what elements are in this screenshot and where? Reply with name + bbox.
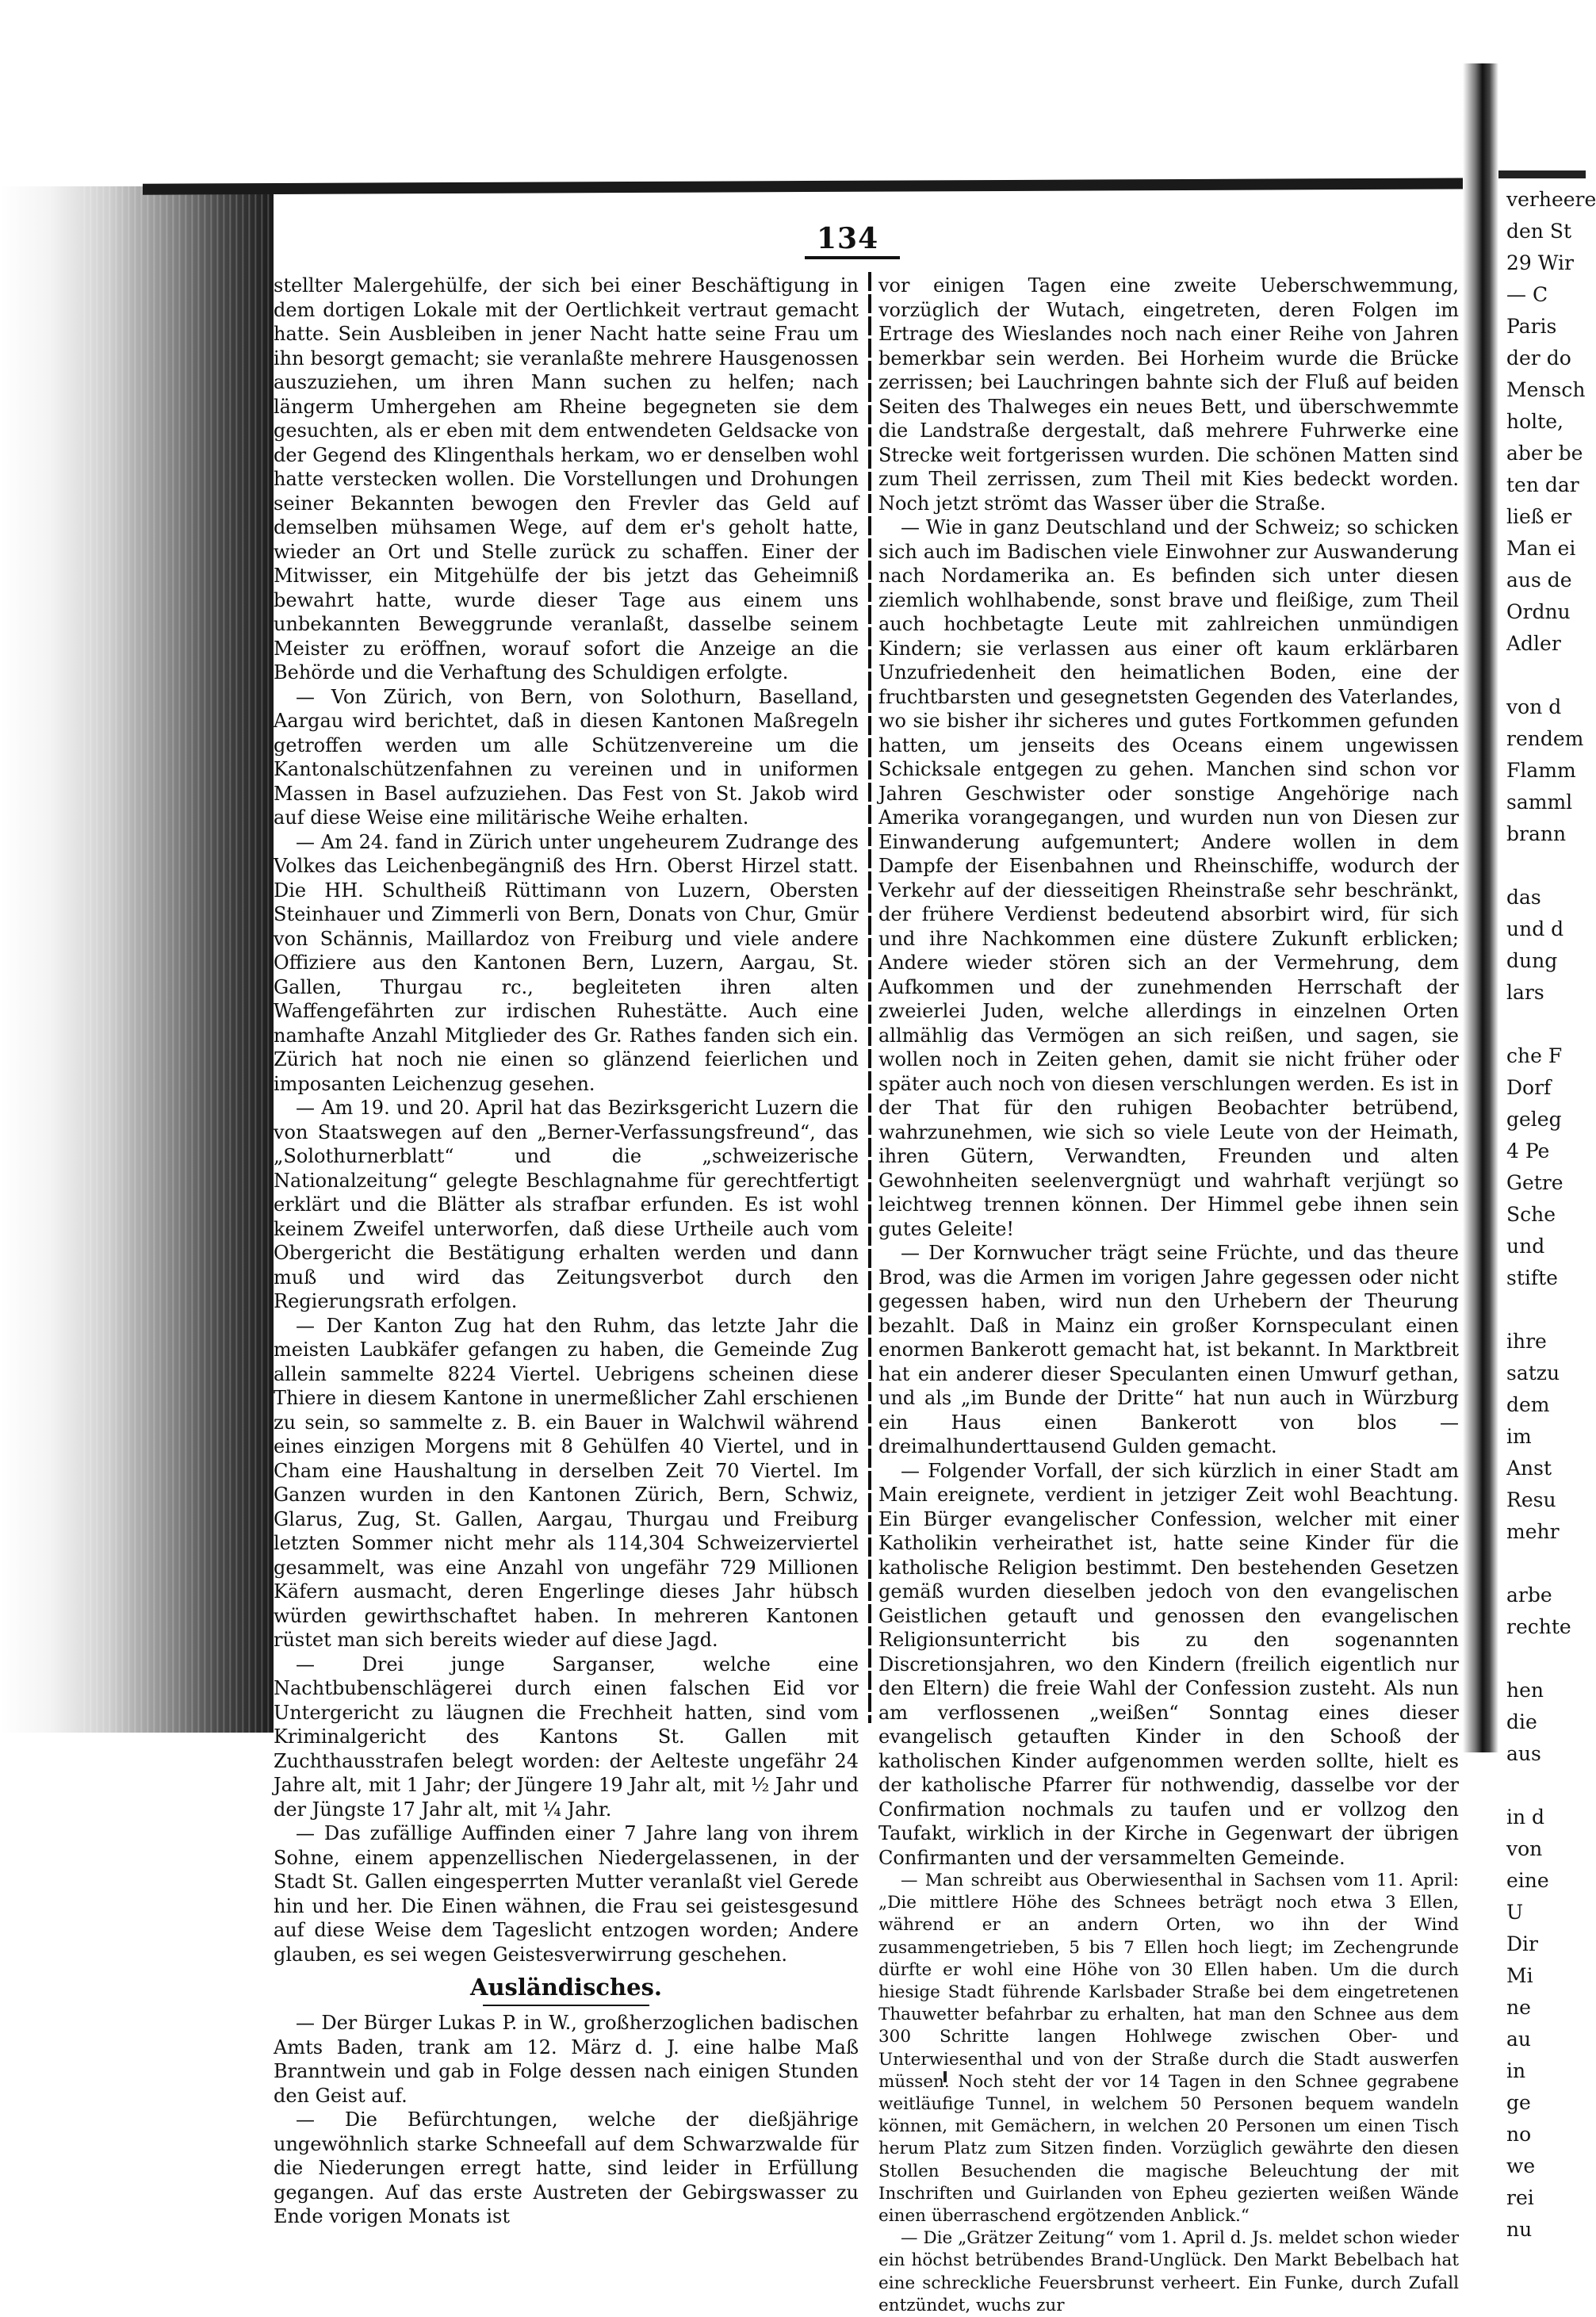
neighbor-page-column bbox=[1506, 184, 1596, 2241]
article-paragraph: — Der Bürger Lukas P. in W., großherzoglichen badischen Amts Baden, trank am 12. März d. J. eine halbe Maß Branntwein und gab in Folge dessen nach einigen Stunden den Geist auf. bbox=[274, 2012, 859, 2107]
neighbor-line: Dorf bbox=[1506, 1076, 1552, 1099]
neighbor-line: ge bbox=[1506, 2091, 1531, 2114]
neighbor-line: stifte bbox=[1506, 1266, 1558, 1289]
book-edge-pages bbox=[79, 186, 274, 1733]
article-paragraph: — Der Kanton Zug hat den Ruhm, das letzte Jahr die meisten Laubkäfer gefangen zu haben, die Gemeinde Zug allein sammelte 8224 Viertel. Uebrigens scheinen diese Thiere in diesem Kantone in unermeßlicher Zahl erschienen zu sein, so sammelte z. B. ein Bauer in Walchwil während eines einzigen Morgens mit 8 Gehülfen 40 Viertel, und in Cham eine Haushaltung in derselben Zeit 70 Viertel. Im Ganzen wurden in den Kantonen Zürich, Bern, Schwiz, Glarus, Zug, St. Gallen, Aargau, Thurgau und Freiburg letzten Sommer nicht mehr als 114,304 Schweizerviertel gesammelt, was eine Anzahl von ungefähr 729 Millionen Käfern ausmacht, deren Engerlinge dieses Jahr hübsch würden gewirthschaftet haben. In mehreren Kantonen rüstet man sich bereits wieder auf diese Jagd. bbox=[274, 1314, 859, 1651]
left-column bbox=[274, 274, 859, 2229]
article-paragraph-small: — Man schreibt aus Oberwiesenthal in Sachsen vom 11. April: „Die mittlere Höhe des Schnees beträgt noch etwa 3 Ellen, während er an andern Orten, wo ihn der Wind zusammengetrieben, 5 bis 7 Ellen hoch liegt; im Zechengrunde dürfte er wohl eine Höhe von 30 Ellen haben. Um die durch hiesige Stadt führende Karlsbader Straße bei dem eingetretenen Thauwetter befahrbar zu erhalten, hat man den Schnee aus dem 300 Schritte langen Hohlwege zwischen Ober- und Unterwiesenthal und von der Straße durch die Stadt auswerfen müssen. Noch steht der vor 14 Tagen in den Schnee gegrabene weitläufige Tunnel, in welchem 50 Personen bequem wandeln können, mit Gemächern, in welchen 20 Personen um einen Tisch herum Platz zum Sitzen finden. Vorzüglich gewährte den diesen Stollen Besuchenden die magische Beleuchtung der mit Inschriften und Guirlanden von Epheu gezierten weißen Wände einen überraschend ergötzenden Anblick.“ bbox=[878, 1871, 1459, 2227]
neighbor-line: rechte bbox=[1506, 1615, 1571, 1638]
article-paragraph: — Wie in ganz Deutschland und der Schweiz; so schicken sich auch im Badischen viele Einwohner zur Auswanderung nach Nordamerika an. Es befinden sich unter diesen ziemlich wohlhabende, sonst brave und fleißige, zum Theil auch hochbetagte Leute mit zahlreichen unmündigen Kindern; sie verlassen aus einer oft kaum erklärbaren Unzufriedenheit den heimatlichen Boden, eine der fruchtbarsten und gesegnetsten Gegenden des Vaterlandes, wo sie bisher ihr sicheres und gutes Fortkommen gefunden hatten, um jenseits des Oceans einem ungewissen Schicksale entgegen zu gehen. Manchen sind schon vor Jahren Geschwister oder sonstige Angehörige nach Amerika vorangegangen, und wurden nun von Diesen zur Einwanderung aufgemuntert; Andere wollen in dem Dampfe der Eisenbahnen und Rheinschiffe, wodurch der Verkehr auf der diesseitigen Rheinstraße sehr beschränkt, der frühere Verdienst bedeutend absorbirt wird, für sich und ihre Nachkommen eine düstere Zukunft erblicken; Andere wieder stören sich an der Vermehrung, dem Aufkommen und der zunehmenden Herrschaft der zweierlei Juden, welche allerdings in einzelnen Orten allmählig das Vermögen an sich reißen, und sagen, sie wollen noch in Zeiten gehen, damit sie nicht früher oder später auch noch von diesen verschlungen werden. Es ist in der That für den ruhigen Beobachter betrübend, wahrzunehmen, wie sich so viele Leute von der Heimath, ihren Gütern, Verwandten, Freunden und alten Gewohnheiten seelenvergnügt und wahrhaft verjüngt so leichtweg trennen können. Der Himmel gebe ihnen sein gutes Geleite! bbox=[878, 516, 1459, 1240]
neighbor-line: Anst bbox=[1506, 1457, 1552, 1480]
neighbor-line: in bbox=[1506, 2059, 1526, 2082]
neighbor-line: ließ er bbox=[1506, 505, 1572, 528]
article-paragraph: — Am 24. fand in Zürich unter ungeheurem Zudrange des Volkes das Leichenbegängniß des Hrn. Oberst Hirzel statt. Die HH. Schultheiß Rüttimann von Luzern, Obersten Steinhauer und Zimmerli von Bern, Donats von Chur, Gmür von Schännis, Maillardoz von Freiburg und viele andere Offiziere aus den Kantonen Bern, Luzern, Aargau, St. Gallen, Thurgau rc., begleiteten ihren alten Waffengefährten zur irdischen Ruhestätte. Auch eine namhafte Anzahl Mitglieder des Gr. Rathes fanden sich ein. Zürich hat noch nie einen so glänzend feierlichen und imposanten Leichenzug gesehen. bbox=[274, 830, 859, 1095]
neighbor-line: ten dar bbox=[1506, 473, 1579, 496]
neighbor-line: nu bbox=[1506, 2218, 1533, 2241]
neighbor-line: Mi bbox=[1506, 1964, 1533, 1987]
neighbor-line: brann bbox=[1506, 822, 1567, 845]
neighbor-line: Getre bbox=[1506, 1171, 1563, 1194]
neighbor-line: aus bbox=[1506, 1742, 1541, 1765]
column-divider bbox=[868, 272, 871, 1723]
article-paragraph: — Drei junge Sarganser, welche eine Nachtbubenschlägerei durch einen falschen Eid vor Untergericht zu läugnen die Frechheit hatten, sind vom Kriminalgericht des Kantons St. Gallen mit Zuchthausstrafen belegt worden: der Aelteste ungefähr 24 Jahre alt, mit 1 Jahr; der Jüngere 19 Jahr alt, mit ½ Jahr und der Jüngste 17 Jahr alt, mit ¼ Jahr. bbox=[274, 1653, 859, 1821]
section-heading-foreign: Ausländisches. bbox=[469, 1974, 663, 2001]
neighbor-line: Dir bbox=[1506, 1932, 1538, 1955]
neighbor-line: Ordnu bbox=[1506, 600, 1571, 623]
article-paragraph: — Von Zürich, von Bern, von Solothurn, Baselland, Aargau wird berichtet, daß in diesen Kantonen Maßregeln getroffen werden um alle Schützenvereine um die Kantonalschützenfahnen zu vereinen und in uniformen Massen in Basel aufzuziehen. Das Fest von St. Jakob wird auf diese Weise eine militärische Weihe erhalten. bbox=[274, 685, 859, 829]
neighbor-line: arbe bbox=[1506, 1584, 1552, 1607]
neighbor-line: che F bbox=[1506, 1044, 1563, 1067]
neighbor-line: und bbox=[1506, 1235, 1545, 1258]
neighbor-line: der do bbox=[1506, 347, 1571, 370]
neighbor-line: 4 Pe bbox=[1506, 1139, 1550, 1162]
neighbor-line: das bbox=[1506, 886, 1541, 909]
neighbor-line: dung bbox=[1506, 949, 1558, 972]
neighbor-line: — C bbox=[1506, 283, 1548, 306]
article-paragraph: — Die Befürchtungen, welche der dießjährige ungewöhnlich starke Schneefall auf dem Schwarzwalde für die Niederungen erregt hatte, sind leider in Erfüllung gegangen. Auf das erste Austreten der Gebirgswasser zu Ende vorigen Monats ist bbox=[274, 2108, 859, 2227]
neighbor-line: holte, bbox=[1506, 410, 1563, 433]
article-paragraph-small: — Die „Grätzer Zeitung“ vom 1. April d. Js. meldet schon wieder ein höchst betrübendes Brand-Unglück. Den Markt Bebelbach hat eine schreckliche Feuersbrunst verheert. Ein Funke, durch Zufall entzündet, wuchs zur bbox=[878, 2228, 1459, 2315]
neighbor-line: die bbox=[1506, 1710, 1537, 1733]
neighbor-line: 29 Wir bbox=[1506, 251, 1574, 274]
page-number-rule bbox=[805, 256, 900, 259]
neighbor-line: satzu bbox=[1506, 1361, 1560, 1384]
neighbor-line: lars bbox=[1506, 981, 1544, 1004]
neighbor-line: Paris bbox=[1506, 315, 1557, 338]
neighbor-line: rei bbox=[1506, 2186, 1534, 2209]
neighbor-line: Flamm bbox=[1506, 759, 1576, 782]
neighbor-line: in d bbox=[1506, 1806, 1545, 1829]
neighbor-line: U bbox=[1506, 1901, 1524, 1924]
article-paragraph: — Der Kornwucher trägt seine Früchte, und das theure Brod, was die Armen im vorigen Jahre gegessen oder nicht gegessen haben, wird nun den Urhebern der Theurung bezahlt. Daß in Mainz ein großer Kornspeculant einen enormen Bankerott gemacht hat, ist bekannt. In Marktbreit hat ein anderer dieser Speculanten einen Umwurf gethan, und als „im Bunde der Dritte“ hat nun auch in Würzburg ein Haus einen Bankerott von blos — dreimalhunderttausend Gulden gemacht. bbox=[878, 1242, 1459, 1457]
neighbor-line: im bbox=[1506, 1425, 1532, 1448]
neighbor-line: Mensch bbox=[1506, 378, 1586, 401]
neighbor-line: den St bbox=[1506, 220, 1572, 243]
neighbor-line: samml bbox=[1506, 791, 1573, 814]
article-paragraph: — Am 19. und 20. April hat das Bezirksgericht Luzern die von Staatswegen auf den „Berner-Verfassungsfreund“, das „Solothurnerblatt“ und die „schweizerische Nationalzeitung“ gelegte Beschlagnahme für gerechtfertigt erklärt und die Blätter als strafbar erfunden. Es ist wohl keinem Zweifel unterworfen, daß diese Urtheile auch vom Obergericht die Bestätigung erhalten werden und dann muß und wird das Zeitungsverbot durch den Regierungsrath erfolgen. bbox=[274, 1097, 859, 1312]
article-paragraph: — Das zufällige Auffinden einer 7 Jahre lang von ihrem Sohne, einem appenzellischen Niedergelassenen, in der Stadt St. Gallen eingesperrten Mutter veranlaßt viel Gerede hin und her. Die Einen wähnen, die Frau sei geistesgesund auf diese Weise dem Tageslicht entzogen worden; Andere glauben, es sei wegen Geistesverwirrung geschehen. bbox=[274, 1822, 859, 1966]
neighbor-line: verheere bbox=[1506, 188, 1596, 211]
article-paragraph: vor einigen Tagen eine zweite Ueberschwemmung, vorzüglich der Wutach, eingetreten, deren Folgen im Ertrage des Wieslandes noch nach einer Reihe von Jahren bemerkbar sein werden. Bei Horheim wurde die Brücke zerrissen; bei Lauchringen bahnte sich der Fluß auf beiden Seiten des Thalweges ein neues Bett, und überschwemmte die Landstraße dergestalt, daß mehrere Fuhrwerke eine Strecke weit fortgerissen wurden. Die schönen Matten sind zum Theil zerrissen, zum Theil mit Kies bedeckt worden. Noch jetzt strömt das Wasser über die Straße. bbox=[878, 274, 1459, 515]
article-paragraph: stellter Malergehülfe, der sich bei einer Beschäftigung in dem dortigen Lokale mit der Oertlichkeit vertraut gemacht hatte. Sein Ausbleiben in jener Nacht hatte seine Frau um ihn besorgt gemacht; sie veranlaßte mehrere Hausgenossen auszuziehen, um ihren Mann suchen zu helfen; nach längerm Umhergehen am Rheine begegneten sie dem gesuchten, als er eben mit dem entwendeten Geldsacke von der Gegend des Klingenthals herkam, wo er denselben wohl hatte verstecken wollen. Die Vorstellungen und Drohungen seiner Bekannten bewogen den Frevler das Geld auf demselben mühsamen Wege, auf dem er's geholt hatte, wieder an Ort und Stelle zurück zu schaffen. Einer der Mitwisser, ein Mitgehülfe der bis jetzt das Geheimniß bewahrt hatte, wurde dieser Tage aus einem uns unbekannten Beweggrunde veranlaßt, dasselbe seinem Meister zu eröffnen, worauf sofort die Anzeige an die Behörde und die Verhaftung des Schuldigen erfolgte. bbox=[274, 274, 859, 684]
article-paragraph: — Folgender Vorfall, der sich kürzlich in einer Stadt am Main ereignete, verdient in jetziger Zeit wohl Beachtung. Ein Bürger evangelischer Confession, welcher mit einer Katholikin verheirathet ist, hatte seine Kinder für die katholische Religion bestimmt. Den bestehenden Gesetzen gemäß wurden dieselben jedoch von den evangelischen Geistlichen getauft und genossen den evangelischen Religionsunterricht bis zu den sogenannten Discretionsjahren, wo den Kindern (freilich eigentlich nur den Eltern) die freie Wahl der Confession zusteht. Als nun am verflossenen „weißen“ Sonntag eines dieser evangelisch getauften Kinder in den Schooß der katholischen Kinder aufgenommen werden sollte, hielt es der katholische Pfarrer für nothwendig, dasselbe vor der Confirmation nochmals zu taufen und er vollzog den Taufakt, wirklich in der Kirche in Gegenwart der übrigen Confirmanten und der versammelten Gemeinde. bbox=[878, 1459, 1459, 1869]
neighbor-line: ihre bbox=[1506, 1330, 1547, 1353]
page-number: 134 bbox=[817, 222, 879, 255]
neighbor-page-rule bbox=[1498, 170, 1586, 178]
top-binding-rule bbox=[143, 178, 1491, 194]
neighbor-line: aber be bbox=[1506, 442, 1583, 465]
neighbor-line: Resu bbox=[1506, 1488, 1556, 1511]
section-heading-rule bbox=[483, 2005, 649, 2006]
neighbor-line: von d bbox=[1506, 695, 1562, 718]
neighbor-line: we bbox=[1506, 2154, 1536, 2177]
neighbor-line: geleg bbox=[1506, 1108, 1562, 1131]
neighbor-line: ne bbox=[1506, 1996, 1531, 2019]
neighbor-line: Sche bbox=[1506, 1203, 1556, 1226]
book-gutter-right bbox=[1463, 63, 1498, 1752]
right-column bbox=[878, 274, 1459, 2317]
neighbor-line: eine bbox=[1506, 1869, 1549, 1892]
neighbor-line: mehr bbox=[1506, 1520, 1560, 1543]
neighbor-line: dem bbox=[1506, 1393, 1550, 1416]
neighbor-line: no bbox=[1506, 2123, 1532, 2146]
neighbor-line: und d bbox=[1506, 917, 1564, 940]
neighbor-line: hen bbox=[1506, 1679, 1544, 1702]
neighbor-line: aus de bbox=[1506, 569, 1572, 592]
neighbor-line: Man ei bbox=[1506, 537, 1576, 560]
neighbor-line: rendem bbox=[1506, 727, 1584, 750]
neighbor-line: au bbox=[1506, 2028, 1532, 2051]
neighbor-line: Adler bbox=[1506, 632, 1561, 655]
neighbor-line: von bbox=[1506, 1837, 1543, 1860]
